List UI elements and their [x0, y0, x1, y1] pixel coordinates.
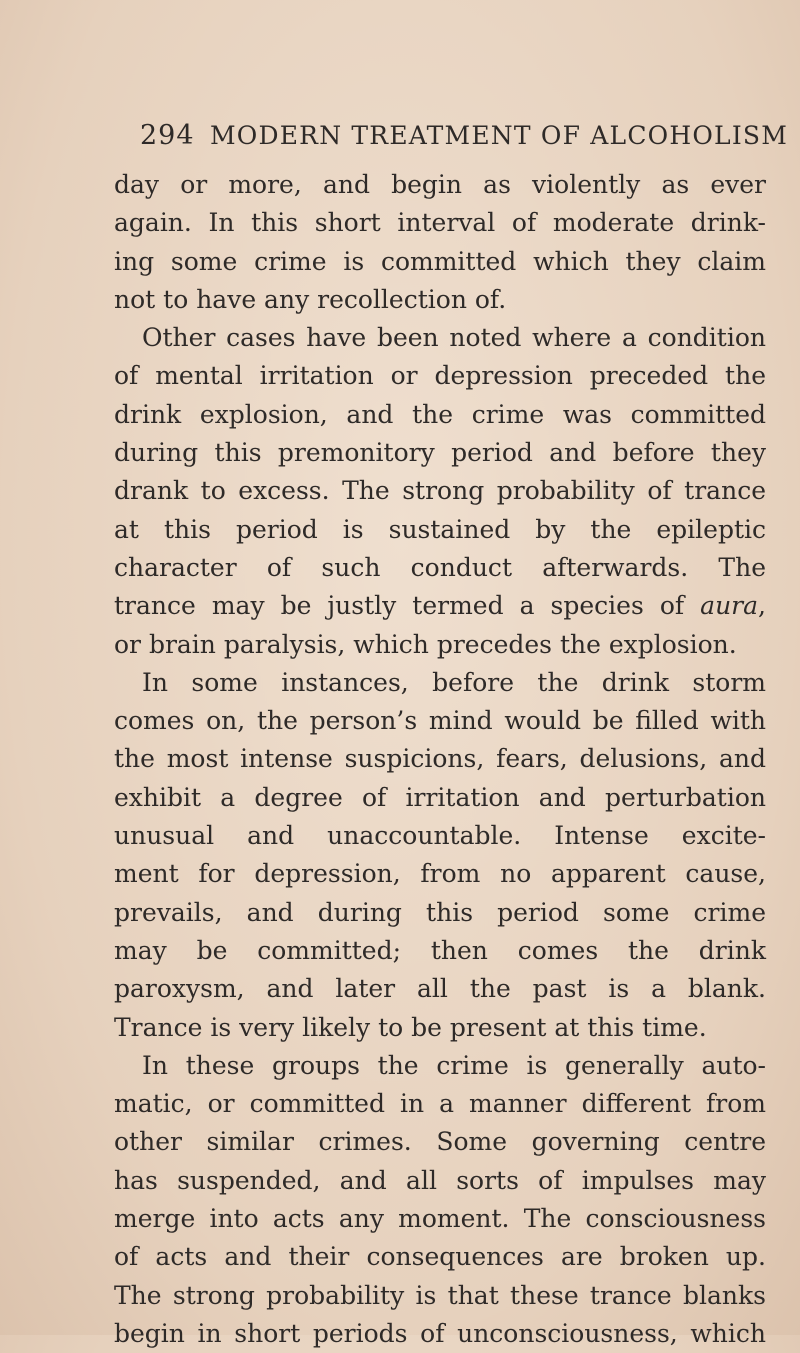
body-text — [114, 166, 766, 1353]
text-line: has suspended, and all sorts of impulses may — [114, 1165, 766, 1195]
text-line: ing some crime is committed which they claim — [114, 246, 766, 276]
page-number: 294 — [140, 120, 195, 151]
running-title: MODERN TREATMENT OF ALCOHOLISM — [210, 121, 789, 150]
text-line: Other cases have been noted where a condition — [142, 323, 766, 353]
text-line: or brain paralysis, which precedes the explosion. — [114, 629, 737, 659]
text-line: ment for depression, from no apparent cause, — [114, 859, 766, 889]
italic-term: aura — [700, 591, 759, 621]
text-line: day or more, and begin as violently as ever — [114, 170, 766, 199]
text-line: comes on, the person’s mind would be filled with — [114, 706, 766, 736]
text-line: the most intense suspicions, fears, delusions, and — [114, 744, 766, 774]
text-line: of acts and their consequences are broken up. — [114, 1242, 766, 1272]
text-line: exhibit a degree of irritation and perturbation — [114, 782, 766, 812]
text-line: matic, or committed in a manner different from — [114, 1089, 766, 1119]
text-line: character of such conduct afterwards. The — [114, 552, 766, 582]
text-line: Trance is very likely to be present at this time. — [114, 1012, 707, 1042]
text-segment: trance may be justly termed a species of — [114, 591, 701, 621]
text-line: The strong probability is that these trance blanks — [114, 1280, 766, 1310]
text-line: In some instances, before the drink storm — [142, 667, 766, 697]
text-line: drank to excess. The strong probability of trance — [114, 476, 766, 506]
text-line: again. In this short interval of moderate drink- — [114, 208, 766, 238]
text-line: merge into acts any moment. The consciousness — [114, 1204, 766, 1234]
text-line: not to have any recollection of. — [114, 284, 507, 314]
text-line: at this period is sustained by the epileptic — [114, 514, 766, 544]
book-page — [114, 118, 789, 1353]
text-line: paroxysm, and later all the past is a blank. — [114, 974, 766, 1004]
text-line: other similar crimes. Some governing centre — [114, 1127, 766, 1157]
text-segment: , — [758, 591, 766, 621]
text-line: may be committed; then comes the drink — [114, 935, 766, 965]
text-line — [114, 587, 766, 625]
text-line: prevails, and during this period some crime — [114, 897, 766, 927]
text-line: during this premonitory period and before they — [114, 438, 766, 468]
running-head — [114, 118, 789, 158]
text-line: of mental irritation or depression preceded the — [114, 361, 766, 391]
text-line: begin in short periods of unconsciousness, which — [114, 1318, 766, 1348]
text-line: In these groups the crime is generally auto- — [142, 1050, 766, 1080]
text-line: drink explosion, and the crime was committed — [114, 399, 766, 429]
text-line: unusual and unaccountable. Intense excite- — [114, 821, 766, 851]
